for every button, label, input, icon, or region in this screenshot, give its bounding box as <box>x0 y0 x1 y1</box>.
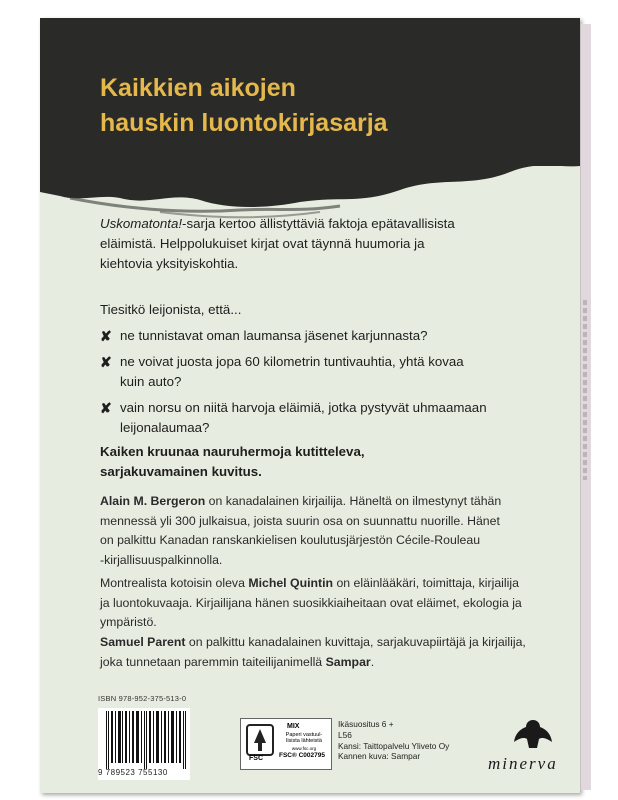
fsc-description: Paperi vastuul-lisista lähteistä <box>285 732 323 744</box>
illustration-line-1: Kaiken kruunaa nauruhermoja kutitteleva, <box>100 444 365 459</box>
question-text: ne tunnistavat oman laumansa jäsenet karjunnasta? <box>120 328 428 343</box>
illustration-note <box>100 442 540 482</box>
intro-line-3: kiehtovia yksityiskohtia. <box>100 256 239 271</box>
age-recommendation: Ikäsuositus 6 + <box>338 719 394 729</box>
bio-text: mennessä yli 300 julkaisua, joista suurin osa on suunnattu nuorille. Hänet <box>100 513 500 528</box>
cover-image-credit: Kannen kuva: Sampar <box>338 751 421 762</box>
fsc-label <box>240 718 332 770</box>
isbn-text: ISBN 978-952-375-513-0 <box>98 694 187 703</box>
author-name: Michel Quintin <box>248 576 334 590</box>
bio-text: ympäristö. <box>100 615 157 629</box>
author-name: Alain M. Bergeron <box>100 494 206 508</box>
spine-text-faded <box>583 300 587 480</box>
cross-mark-icon: ✘ <box>100 328 112 344</box>
intro-paragraph <box>100 214 540 274</box>
intro-line-1: -sarja kertoo ällistyttäviä faktoja epätavallisista <box>182 216 455 231</box>
question-text: ne voivat juosta jopa 60 kilometrin tuntivauhtia, yhtä kovaa <box>120 354 464 369</box>
bio-author-2 <box>100 574 540 633</box>
book-back-cover <box>40 18 580 793</box>
minerva-owl-logo-icon <box>513 712 553 752</box>
bio-text: on eläinlääkäri, toimittaja, kirjailija <box>333 576 519 590</box>
cross-mark-icon: ✘ <box>100 354 112 370</box>
bio-text: on palkittu kanadalainen kuvittaja, sarjakuvapiirtäjä ja kirjailija, <box>185 635 526 649</box>
fsc-code: FSC® C002795 <box>279 752 325 759</box>
question-text-cont: kuin auto? <box>120 374 182 389</box>
publisher-logo: minerva <box>488 754 558 773</box>
pen-name: Sampar <box>325 654 371 669</box>
bio-text: joka tunnetaan paremmin taiteilijanimellä <box>100 654 326 669</box>
intro-line-2: eläimistä. Helppolukuiset kirjat ovat täynnä huumoria ja <box>100 236 425 251</box>
headline-line-2: hauskin luontokirjasarja <box>100 109 388 137</box>
publication-info <box>338 719 449 762</box>
bio-text: on kanadalainen kirjailija. Häneltä on ilmestynyt tähän <box>205 494 502 508</box>
barcode-number: 9 789523 755130 <box>98 768 168 777</box>
illustrator-name: Samuel Parent <box>100 635 186 649</box>
fsc-brand: FSC <box>249 755 263 762</box>
fsc-mix: MIX <box>287 723 300 730</box>
bio-author-1 <box>100 492 540 570</box>
series-name: Uskomatonta! <box>100 216 183 231</box>
question-text: vain norsu on niitä harvoja eläimiä, jotka pystyvät uhmaamaan <box>120 400 487 415</box>
bio-text: ja luontokuvaaja. Kirjailijana hänen suosikkiaiheitaan ovat eläimet, ekologia ja <box>100 595 522 610</box>
headline-line-1: Kaikkien aikojen <box>100 74 296 102</box>
barcode <box>106 711 186 769</box>
headline <box>100 71 388 141</box>
bio-text: on palkittu Kanadan ranskankielisen koulutusjärjestön Cécile-Rouleau <box>100 533 481 547</box>
question-intro: Tiesitkö leijonista, että... <box>100 302 242 317</box>
question-text-cont: leijonalaumaa? <box>120 420 210 435</box>
bio-illustrator: Samuel Parent on palkittu kanadalainen kuvittaja, sarjakuvapiirtäjä ja kirjailija, joka tunnetaan paremmin taiteilijanimellä Sampar. <box>100 635 526 669</box>
bio-text: Montrealista kotoisin oleva <box>100 576 249 590</box>
bio-text: -kirjallisuuspalkinnolla. <box>100 552 223 567</box>
library-class: L56 <box>338 729 352 740</box>
cross-mark-icon: ✘ <box>100 400 112 416</box>
fsc-website: www.fsc.org <box>291 746 317 751</box>
illustration-line-2: sarjakuvamainen kuvitus. <box>100 464 262 479</box>
cover-design-credit: Kansi: Taittopalvelu Yliveto Oy <box>338 740 450 751</box>
